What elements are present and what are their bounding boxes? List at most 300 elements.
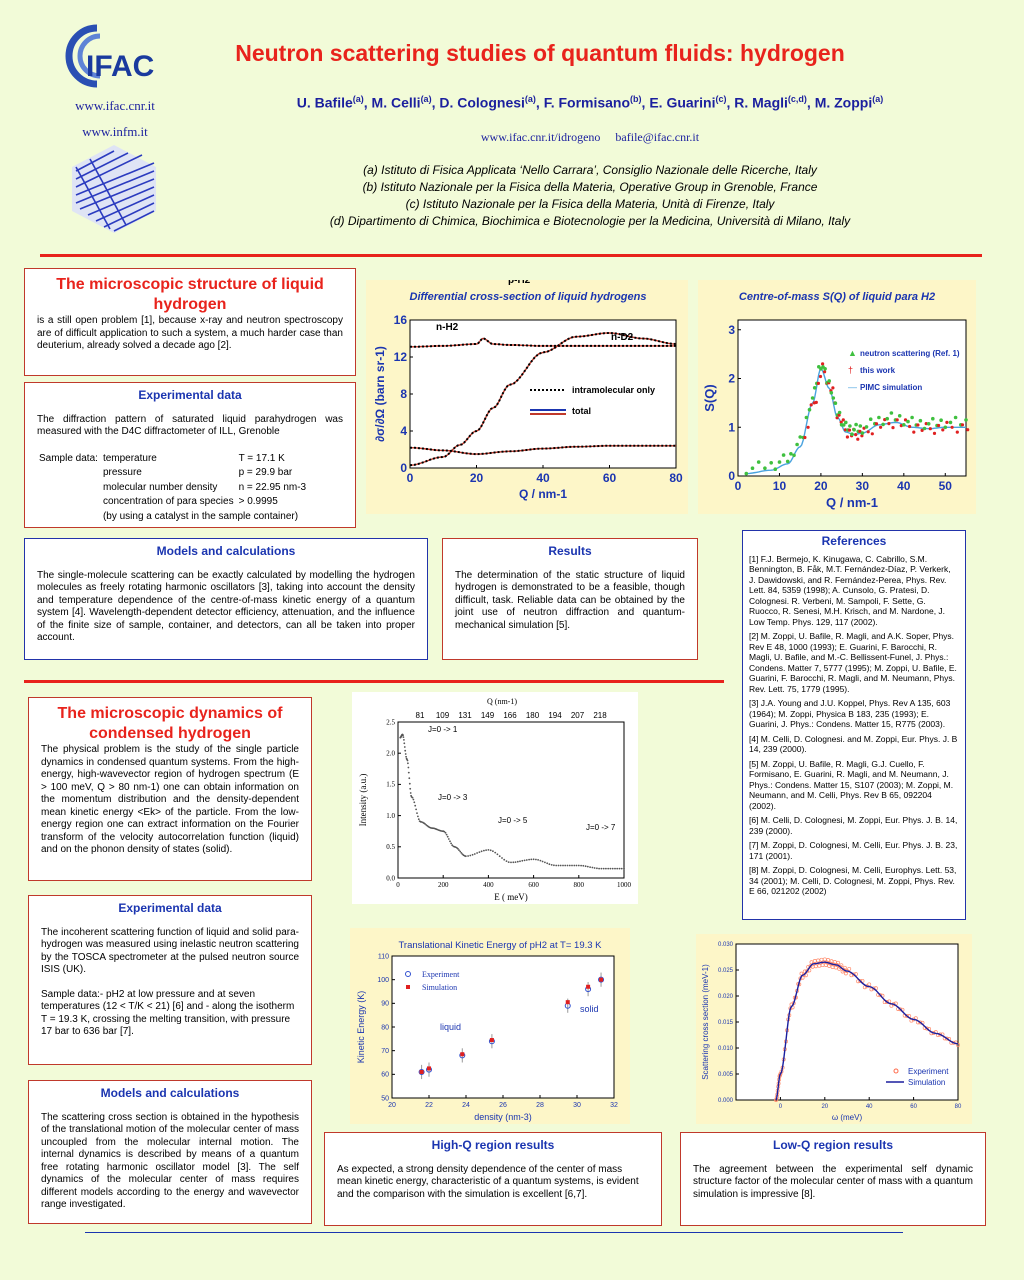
y-tick-label: 0 [400, 461, 407, 475]
data-point [560, 865, 562, 867]
data-point [944, 426, 948, 430]
data-point [479, 851, 481, 853]
references-box [742, 530, 966, 920]
x-tick-label: 40 [865, 1104, 873, 1110]
chart-kinetic-energy [350, 928, 630, 1124]
data-point [510, 862, 512, 864]
data-point [416, 812, 418, 814]
annotation: n-H2 [436, 322, 459, 333]
affiliations: (a) Istituto di Fisica Applicata ‘Nello Carrara’, Consiglio Nazionale delle Ricerche, Italy (b) Istituto Nazionale per la Fisica della Materia, Operative Group in Grenoble, France (c) Istituto Nazionale per la Fisica della Materia, Unità di Firenze, Italy (d) Dipartimento di Chimica, Biochimica e Biotecnologie per la Medicina, Università di Milano, Italy [329, 163, 851, 228]
data-point [596, 867, 598, 869]
data-point [811, 396, 815, 400]
data-point [445, 832, 447, 834]
x-tick-label: 50 [938, 479, 952, 493]
data-point [867, 430, 870, 433]
y-tick-label: 0.030 [717, 942, 733, 948]
data-point [852, 428, 856, 432]
top-tick-label: 180 [525, 711, 540, 720]
y-tick-label: 0.020 [717, 994, 733, 1000]
y-axis-label: S(Q) [702, 384, 717, 412]
structure-exp-box [24, 382, 356, 528]
x-tick-label: 20 [814, 479, 828, 493]
x-tick-label: 200 [437, 881, 449, 889]
x-tick-label: 20 [821, 1104, 829, 1110]
chart-low-q [696, 934, 972, 1124]
data-point [817, 382, 820, 385]
legend-swatch: — [848, 382, 857, 392]
data-point [881, 423, 885, 427]
c1-title: Differential cross-section of liquid hydrogens [409, 291, 647, 303]
data-point [553, 864, 555, 866]
data-point [404, 750, 406, 752]
data-point [413, 799, 415, 801]
y-tick-label: 16 [393, 313, 407, 327]
data-point [838, 411, 842, 415]
author: M. Celli [371, 94, 421, 111]
data-point [562, 865, 564, 867]
x-axis-label: Q / nm-1 [518, 487, 568, 501]
top-tick-label: 109 [435, 711, 450, 720]
data-point [414, 805, 416, 807]
data-point [808, 408, 812, 412]
structure-models-box [24, 538, 428, 660]
data-point [906, 420, 910, 424]
x-tick-label: 10 [772, 479, 787, 493]
data-point [786, 460, 790, 464]
y-tick-label: 4 [400, 424, 407, 438]
y-tick-label: 1.5 [386, 780, 395, 789]
data-point [896, 418, 899, 421]
reference-item: [6] M. Celli, D. Colognesi, M. Zoppi, Eur. Phys. J. B. 14, 239 (2000). [749, 815, 958, 836]
lowq-text: The agreement between the experimental self dynamic structure factor of the molecular center of mass with a quantum simulation is impressive [8]. [693, 1163, 973, 1200]
data-point [792, 454, 796, 458]
x-tick-label: 80 [954, 1104, 962, 1110]
data-point [403, 742, 405, 744]
project-url[interactable]: www.ifac.cnr.it/idrogeno [480, 130, 601, 144]
data-point-simulation [460, 1052, 464, 1056]
data-point [610, 868, 612, 870]
legend-label: Simulation [908, 1078, 946, 1087]
data-point [956, 431, 959, 434]
data-point [533, 858, 535, 860]
data-point [465, 855, 467, 857]
x-tick-label: 60 [910, 1104, 917, 1110]
lowq-heading: Low-Q region results [772, 1138, 893, 1152]
data-point [601, 868, 603, 870]
data-point [877, 416, 881, 420]
data-point [542, 861, 544, 863]
data-point [891, 426, 894, 429]
data-point [819, 375, 822, 378]
dynamics-models-text: The scattering cross section is obtained in the hypothesis of the translational motion of the molecular center of mass uncoupled from the molecular internal motion. The internal dynamics is described by means of a quantum free rotating harmonic oscillator model [3]. The self dynamics of the molecular center of mass requires different models according to the energy and wavevector range investigated. [41, 1111, 299, 1210]
data-point [448, 838, 450, 840]
y-axis-label: ∂σ/∂Ω (barn sr-1) [373, 346, 387, 442]
structure-intro-box [24, 268, 356, 376]
data-point [412, 797, 414, 799]
y-tick-label: 1 [728, 420, 735, 435]
data-point [605, 868, 607, 870]
data-point [403, 739, 405, 741]
data-point [795, 443, 799, 447]
data-point [404, 746, 406, 748]
data-point [485, 849, 487, 851]
x-tick-label: 30 [855, 479, 870, 493]
ifac-logo [62, 20, 192, 90]
data-point [407, 760, 409, 762]
x-axis-label: E ( meV) [494, 892, 528, 902]
structure-models-heading: Models and calculations [156, 544, 296, 558]
y-tick-label: 0.010 [717, 1046, 733, 1052]
data-point [494, 852, 496, 854]
data-point [612, 868, 614, 870]
annotation: liquid [440, 1022, 462, 1032]
highq-results-box [324, 1132, 662, 1226]
data-point [964, 418, 968, 422]
dynamics-exp-text2: Sample data:- pH2 at low pressure and at seven temperatures (12 < T/K < 21) [6] and - along the isotherm T = 19.3 K, crossing the melting transition, with pressure 17 bar to 636 bar [7]. [41, 988, 295, 1037]
plot-frame [736, 944, 958, 1100]
y-tick-label: 60 [381, 1071, 389, 1079]
legend-swatch: † [848, 365, 854, 375]
data-point [939, 418, 943, 422]
contact-links [200, 130, 980, 145]
data-point [856, 438, 859, 441]
y-tick-label: 12 [393, 350, 407, 364]
chart-sq [698, 280, 976, 514]
data-point [885, 417, 889, 421]
author: M. Zoppi [814, 94, 873, 111]
data-point [751, 466, 755, 470]
data-point [910, 416, 914, 420]
data-point [555, 865, 557, 867]
legend-label: this work [860, 366, 896, 375]
data-point [467, 855, 469, 857]
data-point [598, 868, 600, 870]
data-point [449, 840, 451, 842]
data-point [831, 386, 834, 389]
data-point [417, 816, 419, 818]
data-point [890, 411, 894, 415]
data-point [607, 868, 609, 870]
author-list: U. Bafile$^{(a)}$, M. Celli$^{(a)}$, D. Colognesi$^{(a)}$, F. Formisano$^{(b)}$, E. Guarini$^{(c)}$, R. Magli$^{(c,d)}$, M. Zoppi$^{(a)}$ [296, 94, 884, 111]
x-tick-label: 26 [499, 1102, 507, 1109]
data-point [875, 422, 878, 425]
chart-cross-section [366, 280, 688, 514]
data-point [789, 452, 793, 456]
top-tick-label: 218 [593, 711, 607, 720]
data-point [517, 861, 519, 863]
data-point [834, 401, 838, 405]
data-point [815, 401, 818, 404]
data-point [961, 423, 964, 426]
x-tick-label: 40 [897, 479, 911, 493]
data-point-simulation [427, 1066, 431, 1070]
data-point [474, 853, 476, 855]
structure-heading: The microscopic structure of liquid hydrogen [56, 276, 324, 313]
data-point [594, 867, 596, 869]
data-point [458, 849, 460, 851]
structure-results-heading: Results [548, 544, 592, 558]
structure-intro: is a still open problem [1], because x-ray and neutron spectroscopy are of difficult application to such a system, a much harder case than deuterium, already solved a decade ago [2]. [37, 315, 343, 351]
data-point [614, 868, 616, 870]
author: R. Magli [734, 94, 788, 111]
data-point [415, 809, 417, 811]
data-point [488, 849, 490, 851]
author: D. Colognesi [439, 94, 525, 111]
data-point [573, 865, 575, 867]
data-point [589, 866, 591, 868]
lowq-results-box [680, 1132, 986, 1226]
annotation: J=0 -> 5 [498, 816, 528, 825]
data-point [521, 860, 523, 862]
data-point [512, 861, 514, 863]
y-tick-label: 0.0 [386, 874, 395, 883]
data-point [919, 419, 923, 423]
link-infm[interactable]: www.infm.it [82, 124, 148, 139]
x-tick-label: 0 [734, 479, 742, 493]
data-point [778, 460, 782, 464]
legend-label: Simulation [422, 983, 458, 992]
data-point [587, 866, 589, 868]
y-tick-label: 0.005 [717, 1072, 733, 1078]
structure-results-text: The determination of the static structure of liquid hydrogen is demonstrated to be a feasible, though difficult, task. Reliable data can be obtained by the joint use of neutron diffraction and quantum-mechanical simulation [5]. [455, 569, 685, 631]
y-tick-label: 8 [400, 387, 407, 401]
data-point [578, 865, 580, 867]
c4-title: Translational Kinetic Energy of pH2 at T= 19.3 K [398, 940, 602, 951]
data-point [782, 453, 786, 457]
top-axis-label: Q (nm-1) [487, 697, 517, 706]
data-point-simulation [599, 978, 603, 982]
data-point [544, 862, 546, 864]
data-point [546, 862, 548, 864]
x-tick-label: 20 [469, 471, 484, 485]
legend-label: intramolecular only [572, 385, 656, 395]
x-tick-label: 20 [388, 1102, 396, 1109]
x-axis-label: ω (meV) [831, 1113, 863, 1122]
data-point [937, 424, 940, 427]
y-tick-label: 0.015 [717, 1020, 733, 1026]
data-point [459, 851, 461, 853]
data-point [805, 416, 809, 420]
y-tick-label: 90 [381, 1000, 389, 1008]
data-point [405, 756, 407, 758]
data-point [508, 861, 510, 863]
x-tick-label: 80 [669, 471, 683, 485]
data-point [810, 403, 813, 406]
data-point [564, 865, 566, 867]
x-tick-label: 24 [462, 1102, 470, 1109]
data-point [823, 367, 827, 371]
author: U. Bafile [296, 94, 353, 111]
data-point [469, 855, 471, 857]
legend-swatch: ▲ [848, 348, 857, 358]
data-point [501, 857, 503, 859]
dynamics-intro: The physical problem is the study of the single particle dynamics in condensed quantum systems. From the high-energy, high-wavevector region of hydrogen spectrum (E > 100 meV, Q > 80 nm-1) one can obtain information on the momentum distribution and the density-dependent mean kinetic energy <Ek> of the particle. From the low-energy region one can extract information on the Fourier transform of the velocity autocorrelation function (liquid) and on the phonon density of states (solid). [41, 744, 299, 855]
data-point [549, 863, 551, 865]
data-point [933, 432, 936, 435]
data-point [476, 852, 478, 854]
top-tick-label: 149 [480, 711, 495, 720]
data-point [842, 418, 845, 421]
dynamics-exp-box [28, 895, 312, 1065]
data-point [418, 818, 420, 820]
contact-email[interactable]: bafile@ifac.cnr.it [615, 130, 700, 144]
x-tick-label: 400 [483, 881, 494, 889]
top-tick-label: 81 [415, 711, 425, 720]
legend-label: total [572, 406, 591, 416]
data-point [446, 834, 448, 836]
data-point [407, 762, 409, 764]
data-point [515, 861, 517, 863]
data-point [923, 427, 927, 431]
data-point [848, 424, 852, 428]
sample-table: Sample data: temperature T = 17.1 K pressure p = 29.9 bar molecular number density n = 22.95 nm-3 concentration of para species > 0.9995 (by using a catalyst in the sample container) [39, 452, 307, 522]
data-point [616, 868, 618, 870]
legend-swatch [406, 985, 410, 989]
data-point [524, 860, 526, 862]
y-tick-label: 70 [381, 1048, 389, 1055]
data-point [585, 865, 587, 867]
data-point [537, 859, 539, 861]
data-point [844, 421, 848, 425]
y-axis-label: Intensity (a.u.) [358, 773, 368, 827]
author: F. Formisano [543, 94, 631, 111]
reference-item: [5] M. Zoppi, U. Bafile, R. Magli, G.J. Cuello, F. Formisano, E. Guarini, R. Magli, and M. Neumann, J. Phys.: Condens. Matter 15, S107 (2003); M. Zoppi, M. Neumann, and M. Celli, Phys. Rev B 65, 092204 (2002). [749, 758, 954, 811]
data-point [763, 466, 767, 470]
top-tick-label: 194 [548, 711, 562, 720]
data-point [567, 865, 569, 867]
data-point [571, 865, 573, 867]
data-point [450, 843, 452, 845]
data-point [540, 860, 542, 862]
plot-frame [398, 722, 624, 878]
x-tick-label: 22 [425, 1102, 433, 1109]
x-tick-label: 40 [536, 471, 550, 485]
data-point [945, 421, 948, 424]
data-point [499, 855, 501, 857]
data-point [927, 422, 931, 426]
data-point [854, 433, 857, 436]
data-point [405, 753, 407, 755]
data-point [408, 772, 410, 774]
data-point [887, 422, 890, 425]
section-divider [24, 680, 724, 683]
data-point [850, 432, 854, 436]
data-point [592, 867, 594, 869]
structure-models-text: The single-molecule scattering can be exactly calculated by modelling the hydrogen molecules as freely rotating harmonic oscillators [3], taking into account the density and temperature dependence of the centre-of-mass kinetic energy of a quantum system [4]. Wavelength-dependent detector efficiency, attenuation, and the influence of the finite size of sample, container, and detectors, can all be taken into proper account. [37, 569, 415, 643]
x-tick-label: 32 [610, 1102, 618, 1109]
data-point [490, 849, 492, 851]
y-tick-label: 50 [381, 1095, 389, 1103]
x-tick-label: 0 [778, 1104, 783, 1110]
dynamics-intro-box [28, 697, 312, 881]
y-tick-label: 0.5 [386, 843, 395, 852]
data-point [472, 854, 474, 856]
data-point [798, 435, 802, 439]
data-point [621, 868, 623, 870]
data-point [757, 460, 761, 464]
y-tick-label: 2 [728, 371, 735, 386]
logo-text: IFAC [86, 50, 155, 83]
x-tick-label: 0 [396, 881, 400, 889]
data-point [506, 860, 508, 862]
data-point [558, 865, 560, 867]
data-point [908, 425, 911, 428]
data-point [865, 425, 869, 429]
data-point [879, 426, 882, 429]
y-tick-label: 2.5 [386, 718, 395, 727]
data-point-simulation [490, 1038, 494, 1042]
data-point [528, 859, 530, 861]
data-point [846, 435, 849, 438]
top-tick-label: 131 [458, 711, 472, 720]
data-point [483, 850, 485, 852]
data-point [859, 424, 863, 428]
annotation: n-D2 [611, 332, 634, 343]
annotation: J=0 -> 3 [438, 793, 468, 802]
data-point [830, 391, 834, 395]
c2-title: Centre-of-mass S(Q) of liquid para H2 [738, 291, 936, 303]
data-point [582, 865, 584, 867]
data-point [410, 792, 412, 794]
data-point [832, 396, 836, 400]
data-point-simulation [566, 1000, 570, 1004]
data-point [619, 868, 621, 870]
data-point [580, 865, 582, 867]
data-point [402, 734, 404, 736]
data-point [954, 416, 958, 420]
x-tick-label: 0 [406, 471, 414, 485]
link-ifac[interactable]: www.ifac.cnr.it [75, 98, 155, 113]
data-point-simulation [586, 985, 590, 989]
data-point [774, 467, 778, 471]
data-point [827, 379, 831, 383]
poster-title: Neutron scattering studies of quantum fluids: hydrogen [235, 40, 845, 66]
dynamics-exp-heading: Experimental data [118, 901, 222, 915]
annotation: J=0 -> 1 [428, 725, 458, 734]
y-axis-label: Kinetic Energy (K) [356, 990, 366, 1064]
data-point [869, 417, 873, 421]
data-point [530, 859, 532, 861]
data-point [912, 431, 915, 434]
data-point [803, 436, 806, 439]
y-axis-label: Scattering cross section (meV-1) [701, 964, 710, 1080]
dynamics-models-box [28, 1080, 312, 1224]
data-point [813, 386, 817, 390]
data-point-simulation [420, 1070, 424, 1074]
data-point [745, 472, 749, 476]
reference-item: [2] M. Zoppi, U. Bafile, R. Magli, and A.K. Soper, Phys. Rev E 48, 1000 (1993); E. Guarini, F. Barocchi, R. Magli, U. Bafile, and M.-C. Bellissent-Funel, J. Phys.: Condens. Matter 7, 5777 (1995); M. Zoppi, U. Bafile, E. Guarini, F. Barocchi, R. Magli, and M. Neumann, Phys. Rev. Lett. 75, 1779 (1995). [749, 631, 957, 694]
data-point [898, 414, 902, 418]
x-tick-label: 30 [573, 1102, 581, 1109]
data-point [569, 865, 571, 867]
reference-item: [7] M. Zoppi, D. Colognesi, M. Celli, Eur. Phys. J. B. 23, 171 (2001). [749, 840, 958, 861]
x-tick-label: 60 [602, 471, 617, 485]
y-tick-label: 0 [728, 469, 735, 483]
data-point [848, 429, 851, 432]
legend-label: neutron scattering (Ref. 1) [860, 349, 960, 358]
reference-item: [3] J.A. Young and J.U. Koppel, Phys. Rev A 135, 603 (1964); M. Zoppi, Physica B 183, 235 (1993); E. Guarini, J. Phys.: Condens. Matter 15, R775 (2003). [749, 698, 951, 729]
top-tick-label: 207 [570, 711, 585, 720]
dynamics-models-heading: Models and calculations [100, 1086, 240, 1100]
data-point [966, 428, 969, 431]
legend-label: Experiment [422, 970, 460, 979]
structure-exp-text: The diffraction pattern of saturated liquid parahydrogen was measured with the D4C diffractometer of ILL, Grenoble [37, 413, 343, 437]
data-point [409, 783, 411, 785]
data-point [503, 859, 505, 861]
annotation: solid [580, 1004, 599, 1014]
data-point [623, 868, 625, 870]
data-point [949, 421, 953, 425]
